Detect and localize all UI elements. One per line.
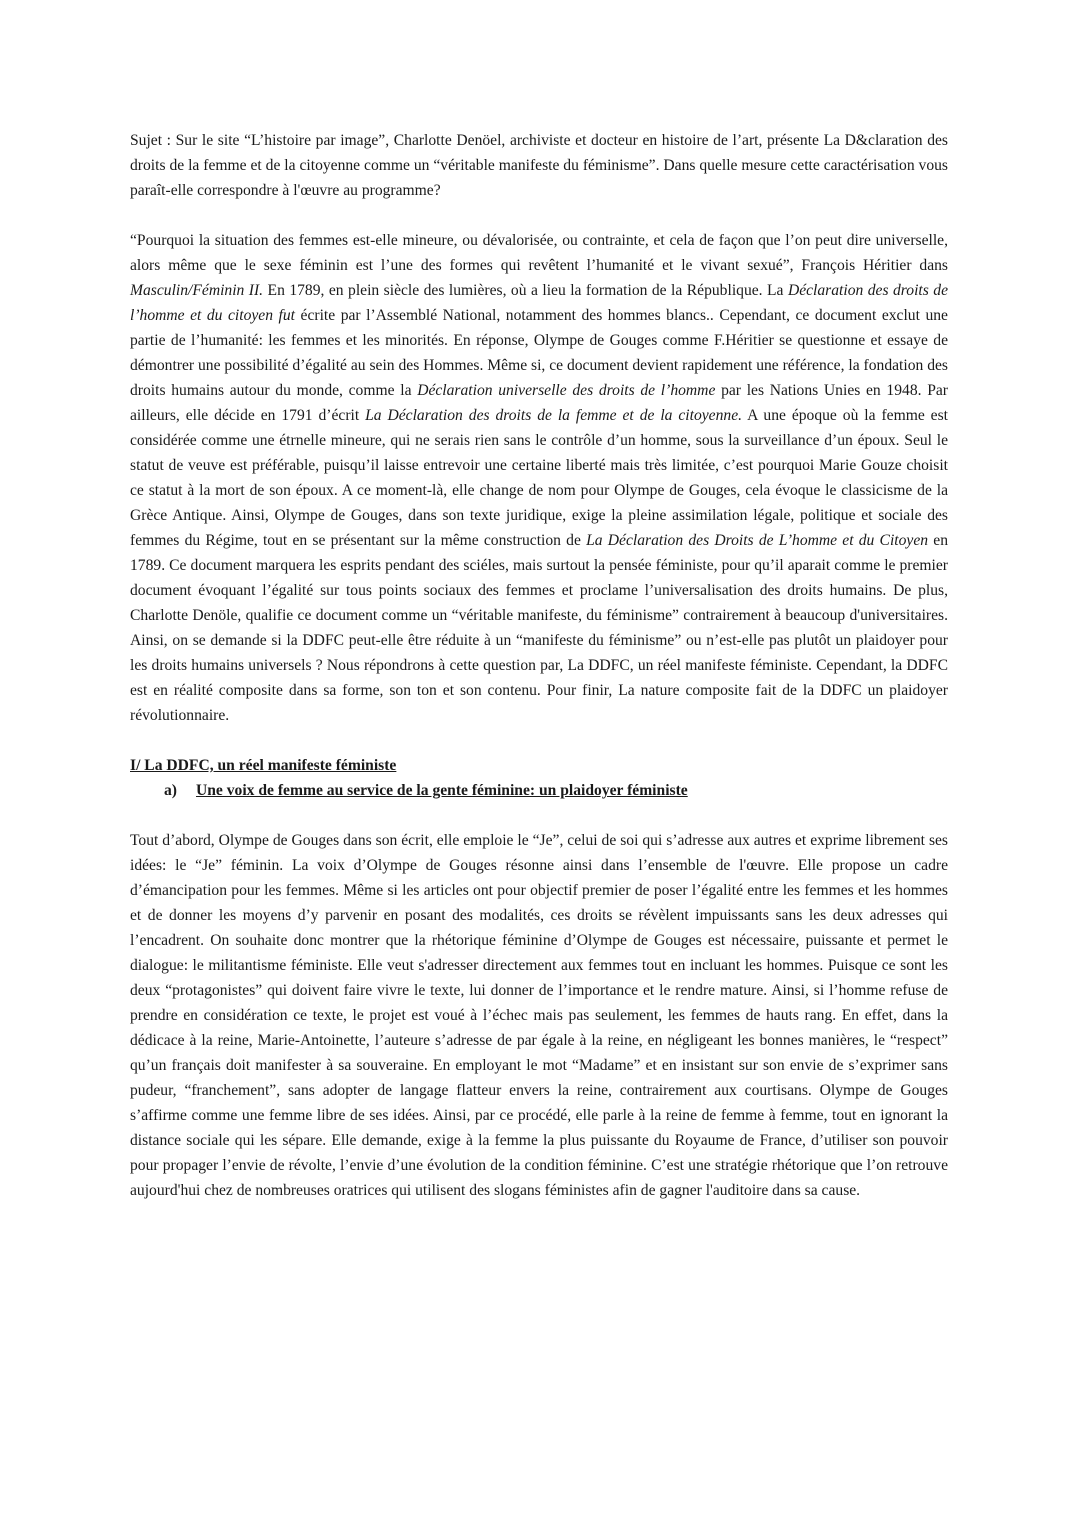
subsection-title: Une voix de femme au service de la gente féminine: un plaidoyer féministe [196,782,688,799]
subject-paragraph: Sujet : Sur le site “L’histoire par image”, Charlotte Denöel, archiviste et docteur en histoire de l’art, présente La D&claration des droits de la femme et de la citoyenne comme un “véritable manifeste du féminisme”. Dans quelle mesure cette caractérisation vous paraît-elle correspondre à l'œuvre au programme? [130,132,948,199]
subsection-heading [164,778,948,803]
intro-title-dudh: Déclaration universelle des droits de l’homme [417,382,716,399]
intro-text-4: par les Nations Unies en 1948. Par ailleurs, elle décide en 1791 d’écrit [130,382,948,424]
intro-text-2: En 1789, en plein siècle des lumières, où a lieu la formation de la République. La [263,282,788,299]
intro-title-ddhc: Déclaration des droits de l’homme et du citoyen fut [130,282,948,324]
intro-title-ddfc: La Déclaration des droits de la femme et de la citoyenne. [365,407,743,424]
section-heading: I/ La DDFC, un réel manifeste féministe [130,757,397,774]
intro-text-1: “Pourquoi la situation des femmes est-elle mineure, ou dévalorisée, ou contrainte, et cela de façon que l’on peut dire universelle, alors même que le sexe féminin est l’une des formes qui revêtent l’humanité et le vivant sexué”, François Héritier dans [130,232,948,274]
section-body-paragraph: Tout d’abord, Olympe de Gouges dans son écrit, elle emploie le “Je”, celui de soi qui s’adresse aux autres et exprime librement ses idées: le “Je” féminin. La voix d’Olympe de Gouges résonne ainsi dans l’ensemble de l'œuvre. Elle propose un cadre d’émancipation pour les femmes. Même si les articles ont pour objectif premier de poser l’égalité entre les femmes et les hommes et de donner les moyens d’y parvenir en posant des modalités, ces droits se révèlent impuissants sans les deux adresses qui l’encadrent. On souhaite donc montrer que la rhétorique féminine d’Olympe de Gouges est nécessaire, puissante et permet le dialogue: le militantisme féministe. Elle veut s'adresser directement aux femmes tout en incluant les hommes. Puisque ce sont les deux “protagonistes” qui doivent faire vivre le texte, lui donner de l’importance et le rendre mature. Ainsi, si l’homme refuse de prendre en considération ce texte, le projet est voué à l’échec mais pas seulement, les femmes de hauts rang. En effet, dans la dédicace à la reine, Marie-Antoinette, l’auteure s’adresse de par égale à la reine, en négligeant les bonnes manières, le “respect” qu’un français doit manifester à sa souveraine. En employant le mot “Madame” et en insistant sur son envie de s’exprimer sans pudeur, “franchement”, sans adopter de langage flatteur envers la reine, contrairement aux courtisans. Olympe de Gouges s’affirme comme une femme libre de ses idées. Ainsi, par ce procédé, elle parle à la reine de femme à femme, tout en ignorant la distance sociale qui les sépare. Elle demande, exige à la femme la plus puissante du Royaume de France, d’utiliser son pouvoir pour propager l’envie de révolte, l’envie d’une évolution de la condition féminine. C’est une stratégie rhétorique que l’on retrouve aujourd'hui chez de nombreuses oratrices qui utilisent des slogans féministes afin de gagner l'auditoire dans sa cause. [130,832,948,1199]
intro-text-5: A une époque où la femme est considérée comme une étrnelle mineure, qui ne serais rien sans le contrôle d’un homme, sous la surveillance d’un époux. Seul le statut de veuve est préférable, puisqu’il laisse entrevoir une certaine liberté mais très limitée, c’est pourquoi Marie Gouze choisit ce statut à la mort de son époux. A ce moment-là, elle change de nom pour Olympe de Gouges, cela évoque le classicisme de la Grèce Antique. Ainsi, Olympe de Gouges, dans son texte juridique, exige la pleine assimilation légale, politique et sociale des femmes du Régime, tout en se présentant sur la même construction de [130,407,948,549]
intro-title-masculin-feminin: Masculin/Féminin II. [130,282,264,299]
intro-title-ddhc-2: La Déclaration des Droits de L’homme et du Citoyen [586,532,929,549]
intro-text-6: en 1789. Ce document marquera les esprits pendant des sciéles, mais surtout la pensée féministe, pour qu’il aparait comme le premier document évoquant l’égalité sur tous points sociaux des femmes et proclame l’universalisation des droits humains. De plus, Charlotte Denöle, qualifie ce document comme un “véritable manifeste, du féminisme” contrairement à beaucoup d'universitaires. Ainsi, on se demande si la DDFC peut-elle être réduite à un “manifeste du féminisme” ou n’est-elle pas plutôt un plaidoyer pour les droits humains universels ? Nous répondrons à cette question par, La DDFC, un réel manifeste féministe. Cependant, la DDFC est en réalité composite dans sa forme, son ton et son contenu. Pour finir, La nature composite fait de la DDFC un plaidoyer révolutionnaire. [130,532,948,724]
document-page [130,128,948,1203]
introduction-paragraph [130,228,948,728]
intro-text-3: écrite par l’Assemblé National, notamment des hommes blancs.. Cependant, ce document exclut une partie de l’humanité: les femmes et les minorités. En réponse, Olympe de Gouges comme F.Héritier se questionne et essaye de démontrer une possibilité d’égalité au sein des Hommes. Même si, ce document devient rapidement une référence, la fondation des droits humains autour du monde, comme la [130,307,948,399]
subsection-number: a) [164,782,177,799]
